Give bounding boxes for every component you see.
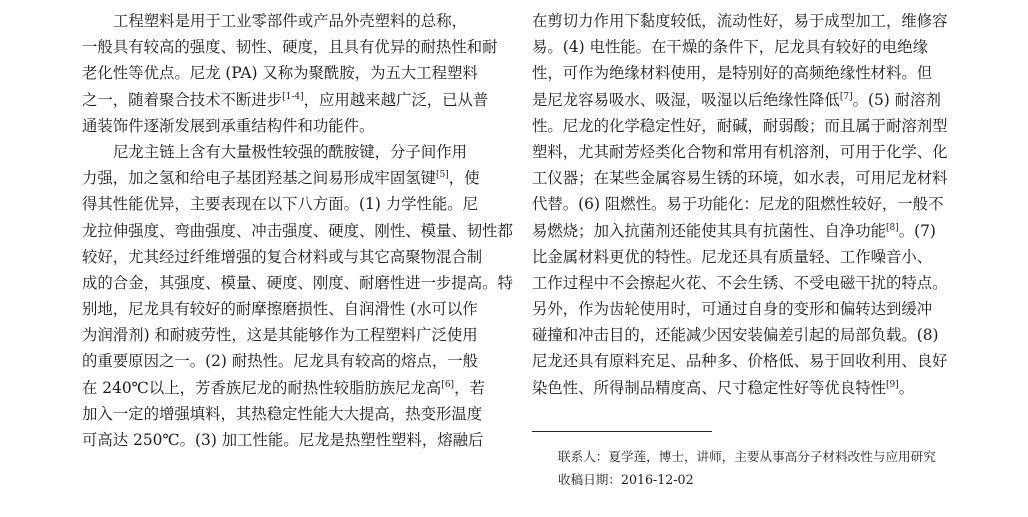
text-line <box>82 427 552 453</box>
text-line <box>532 348 1002 374</box>
citation: [1-4] <box>282 91 304 102</box>
text-line <box>532 165 1002 191</box>
text-line <box>532 87 1002 113</box>
line-text-after-citation: 。(7) <box>898 221 936 240</box>
line-text: 工仪器；在某些金属容易生锈的环境，如水表，可用尼龙材料 <box>532 169 948 188</box>
line-text: 尼龙主链上含有大量极性较强的酰胺键，分子间作用 <box>113 142 467 161</box>
text-line <box>532 191 1002 217</box>
line-text: 得其性能优异，主要表现在以下八方面。(1) 力学性能。尼 <box>82 195 479 214</box>
line-text: 性，可作为绝缘材料使用，是特别好的高频绝缘性材料。但 <box>532 64 933 83</box>
line-text: 另外，作为齿轮使用时，可通过自身的变形和偏转达到缓冲 <box>532 300 933 319</box>
line-text: 一般具有较高的强度、韧性、硬度，且具有优异的耐热性和耐 <box>82 38 498 57</box>
text-line <box>532 270 1002 296</box>
text-line <box>532 296 1002 322</box>
line-text-after-citation: 。(5) 耐溶剂 <box>852 90 941 109</box>
line-text: 尼龙还具有原料充足、品种多、价格低、易于回收利用、良好 <box>532 352 948 371</box>
line-text: 碰撞和冲击目的，还能减少因安装偏差引起的局部负载。(8) <box>532 326 939 345</box>
line-text-after-citation: ，使 <box>448 169 480 188</box>
footnote-received-date: 收稿日期：2016-12-02 <box>558 472 694 487</box>
text-line <box>532 375 1002 401</box>
text-line <box>532 322 1002 348</box>
line-text: 龙拉伸强度、弯曲强度、冲击强度、硬度、刚性、模量、韧性都 <box>82 221 513 240</box>
line-text: 性。尼龙的化学稳定性好，耐碱，耐弱酸；而且属于耐溶剂型 <box>532 116 948 135</box>
line-text-after-citation: ，若 <box>454 378 485 397</box>
text-line <box>532 34 1002 60</box>
text-line <box>532 244 1002 270</box>
line-text: 加入一定的增强填料，其热稳定性能大大提高，热变形温度 <box>82 404 483 423</box>
line-text-after-citation: 。 <box>898 378 915 397</box>
text-line <box>532 218 1002 244</box>
text-line <box>82 348 552 374</box>
line-text: 比金属材料更优的特性。尼龙还具有质量轻、工作噪音小、 <box>532 247 933 266</box>
line-text: 易。(4) 电性能。在干燥的条件下，尼龙具有较好的电绝缘 <box>532 38 929 57</box>
line-text: 代替。(6) 阻燃性。易于功能化：尼龙的阻燃性较好，一般不 <box>532 195 944 214</box>
line-text: 力强，加之氢和给电子基团羟基之间易形成牢固氢键 <box>82 169 436 188</box>
text-line <box>82 8 552 34</box>
line-text: 别地，尼龙具有较好的耐摩擦磨损性、自润滑性 (水可以作 <box>82 300 478 319</box>
text-line <box>82 322 552 348</box>
line-text: 工程塑料是用于工业零部件或产品外壳塑料的总称， <box>113 12 467 30</box>
text-line <box>82 218 552 244</box>
left-column <box>82 8 552 453</box>
text-line <box>82 270 552 296</box>
line-text: 可高达 250℃。(3) 加工性能。尼龙是热塑性塑料，熔融后 <box>82 431 484 449</box>
text-line <box>82 60 552 86</box>
text-line <box>82 296 552 322</box>
line-text: 在 240℃以上，芳香族尼龙的耐热性较脂肪族尼龙高 <box>82 378 442 397</box>
text-line <box>82 165 552 191</box>
text-line <box>82 244 552 270</box>
line-text-after-citation: ，应用越来越广泛，已从普 <box>303 90 489 109</box>
line-text: 工作过程中不会擦起火花、不会生锈、不受电磁干扰的特点。 <box>532 273 948 292</box>
citation: [8] <box>886 222 899 233</box>
text-line <box>532 8 1002 34</box>
line-text: 成的合金，其强度、模量、硬度、刚度、耐磨性进一步提高。特 <box>82 273 513 292</box>
line-text: 之一，随着聚合技术不断进步 <box>82 90 283 109</box>
line-text: 在剪切力作用下黏度较低，流动性好，易于成型加工，维修容 <box>532 12 948 30</box>
text-line <box>82 191 552 217</box>
footnote-rule <box>532 431 712 432</box>
text-line <box>532 113 1002 139</box>
text-line <box>532 60 1002 86</box>
text-line <box>82 139 552 165</box>
line-text: 易燃烧；加入抗菌剂还能使其具有抗菌性、自净功能 <box>532 221 886 240</box>
right-column <box>532 8 1002 401</box>
line-text: 较好，尤其经过纤维增强的复合材料或与其它高聚物混合制 <box>82 247 483 266</box>
line-text: 通装饰件逐渐发展到承重结构件和功能件。 <box>82 116 375 135</box>
line-text: 染色性、所得制品精度高、尺寸稳定性好等优良特性 <box>532 378 886 397</box>
text-line <box>82 113 552 139</box>
line-text: 是尼龙容易吸水、吸湿，吸湿以后绝缘性降低 <box>532 90 840 109</box>
line-text: 的重要原因之一。(2) 耐热性。尼龙具有较高的熔点，一般 <box>82 352 479 371</box>
citation: [9] <box>886 379 899 390</box>
citation: [5] <box>436 170 449 180</box>
text-line <box>82 87 552 113</box>
line-text: 塑料，尤其耐芳烃类化合物和常用有机溶剂，可用于化学、化 <box>532 142 948 161</box>
citation: [7] <box>839 91 853 102</box>
line-text: 老化性等优点。尼龙 (PA) 又称为聚酰胺，为五大工程塑料 <box>82 64 478 83</box>
text-line <box>82 375 552 401</box>
text-line <box>82 34 552 60</box>
text-line <box>82 401 552 427</box>
text-line <box>532 139 1002 165</box>
footnote-author: 联系人：夏学莲，博士，讲师，主要从事高分子材料改性与应用研究 <box>558 449 936 464</box>
line-text: 为润滑剂) 和耐疲劳性，这是其能够作为工程塑料广泛使用 <box>82 326 478 345</box>
citation: [6] <box>441 379 455 390</box>
